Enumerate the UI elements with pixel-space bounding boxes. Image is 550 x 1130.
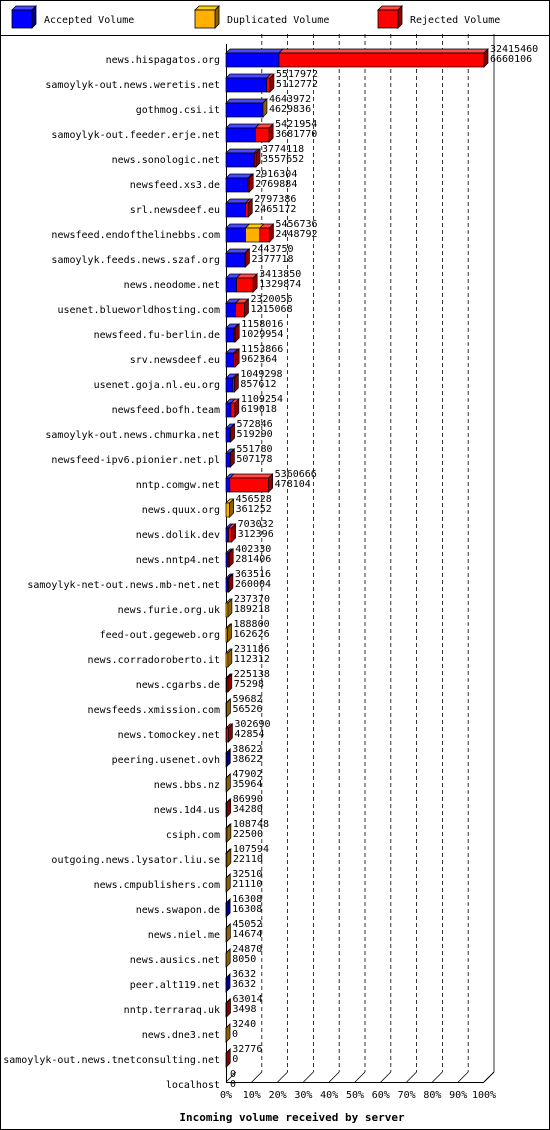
total-volume-label: 16308 bbox=[232, 894, 263, 905]
bar-front-face bbox=[226, 103, 263, 117]
accepted-volume-label: 75298 bbox=[233, 679, 264, 690]
server-label: news.neodome.net bbox=[123, 280, 220, 291]
server-label: news.dolik.dev bbox=[135, 530, 220, 541]
accepted-volume-label: 2769884 bbox=[255, 179, 298, 190]
accepted-volume-label: 16308 bbox=[232, 904, 263, 915]
accepted-volume-label: 312396 bbox=[237, 529, 274, 540]
server-label: usenet.goja.nl.eu.org bbox=[93, 380, 220, 391]
bar-segment-accepted bbox=[226, 99, 267, 117]
total-volume-label: 32776 bbox=[232, 1044, 263, 1055]
accepted-volume-label: 56526 bbox=[232, 704, 263, 715]
accepted-volume-label: 507178 bbox=[236, 454, 273, 465]
bar-front-face bbox=[226, 78, 267, 92]
server-label: news.tomockey.net bbox=[117, 730, 220, 741]
total-volume-label: 456528 bbox=[235, 494, 272, 505]
server-label: samoylyk-out.news.tnetconsulting.net bbox=[3, 1055, 220, 1066]
bar-front-face bbox=[226, 153, 254, 167]
total-volume-label: 24870 bbox=[232, 944, 263, 955]
server-label: news.1d4.us bbox=[153, 805, 220, 816]
accepted-volume-label: 1329874 bbox=[259, 279, 302, 290]
total-volume-label: 225138 bbox=[233, 669, 270, 680]
total-volume-label: 2320056 bbox=[250, 294, 293, 305]
server-label: newsfeed.bofh.team bbox=[111, 405, 220, 416]
server-label: news.swapon.de bbox=[135, 905, 220, 916]
total-volume-label: 32510 bbox=[232, 869, 263, 880]
total-volume-label: 188800 bbox=[233, 619, 270, 630]
total-volume-label: 2916304 bbox=[255, 169, 298, 180]
bar-front-face bbox=[279, 53, 484, 67]
total-volume-label: 3632 bbox=[232, 969, 257, 980]
server-label: news.quux.org bbox=[141, 505, 220, 516]
x-tick-label: 10% bbox=[242, 1090, 261, 1101]
server-label: news.bbs.nz bbox=[153, 780, 220, 791]
bar-front-face bbox=[226, 178, 248, 192]
bar-front-face bbox=[226, 528, 228, 542]
total-volume-label: 4643972 bbox=[268, 94, 312, 105]
x-tick-label: 40% bbox=[320, 1090, 339, 1101]
server-label: nntp.terraraq.uk bbox=[123, 1005, 220, 1016]
bar-front-face bbox=[226, 303, 236, 317]
bar-segment-accepted bbox=[226, 149, 258, 167]
legend-swatch bbox=[195, 10, 215, 28]
total-volume-label: 107594 bbox=[232, 844, 269, 855]
server-label: news.niel.me bbox=[147, 930, 220, 941]
bar-top-face bbox=[226, 74, 271, 78]
server-label: samoylyk.feeds.news.szaf.org bbox=[51, 255, 220, 266]
bar-front-face bbox=[230, 478, 269, 492]
bar-segment-accepted bbox=[226, 49, 283, 67]
server-label: srl.newsdeef.eu bbox=[129, 205, 220, 216]
bar-front-face bbox=[231, 403, 235, 417]
accepted-volume-label: 3681770 bbox=[275, 129, 318, 140]
total-volume-label: 5421954 bbox=[275, 119, 318, 130]
bar-front-face bbox=[226, 403, 231, 417]
legend-swatch-side bbox=[398, 6, 402, 28]
x-tick-label: 60% bbox=[371, 1090, 390, 1101]
bar-top-face bbox=[226, 99, 267, 103]
server-label: news.furie.org.uk bbox=[117, 605, 220, 616]
total-volume-label: 108748 bbox=[232, 819, 269, 830]
accepted-volume-label: 2465172 bbox=[254, 204, 297, 215]
bar-segment-rejected bbox=[230, 474, 273, 492]
accepted-volume-label: 962364 bbox=[241, 354, 278, 365]
accepted-volume-label: 0 bbox=[230, 1079, 237, 1090]
bar-front-face bbox=[246, 203, 249, 217]
legend-label: Duplicated Volume bbox=[227, 15, 330, 26]
accepted-volume-label: 1029954 bbox=[241, 329, 284, 340]
accepted-volume-label: 4629836 bbox=[268, 104, 312, 115]
accepted-volume-label: 3498 bbox=[232, 1004, 257, 1015]
accepted-volume-label: 21110 bbox=[232, 879, 263, 890]
bar-front-face bbox=[226, 53, 279, 67]
x-tick-label: 70% bbox=[397, 1090, 416, 1101]
total-volume-label: 363516 bbox=[234, 569, 272, 580]
server-label: localhost bbox=[165, 1080, 220, 1091]
server-label: nntp.comgw.net bbox=[135, 480, 220, 491]
total-volume-label: 1049298 bbox=[240, 369, 283, 380]
x-tick-label: 30% bbox=[294, 1090, 313, 1101]
accepted-volume-label: 162626 bbox=[233, 629, 270, 640]
total-volume-label: 703032 bbox=[237, 519, 274, 530]
bar-front-face bbox=[226, 378, 233, 392]
legend-swatch-side bbox=[32, 6, 36, 28]
total-volume-label: 2797386 bbox=[254, 194, 297, 205]
total-volume-label: 231186 bbox=[233, 644, 270, 655]
bar-top-face bbox=[226, 149, 258, 153]
bar-front-face bbox=[237, 278, 254, 292]
x-tick-label: 20% bbox=[268, 1090, 287, 1101]
server-label: gothmog.csi.it bbox=[135, 105, 220, 116]
chart-title: Incoming volume received by server bbox=[179, 1111, 405, 1124]
total-volume-label: 5456736 bbox=[275, 219, 318, 230]
accepted-volume-label: 3557652 bbox=[262, 154, 305, 165]
bar-segment-rejected bbox=[279, 49, 488, 67]
server-label: samoylyk-net-out.news.mb-net.net bbox=[27, 580, 220, 591]
server-label: samoylyk-out.news.weretis.net bbox=[45, 80, 220, 91]
server-label: newsfeed.endofthelinebbs.com bbox=[51, 230, 220, 241]
accepted-volume-label: 2448792 bbox=[275, 229, 318, 240]
total-volume-label: 47902 bbox=[232, 769, 263, 780]
bar-front-face bbox=[226, 503, 230, 517]
accepted-volume-label: 478104 bbox=[274, 479, 311, 490]
bar-top-face bbox=[230, 474, 273, 478]
bar-front-face bbox=[228, 528, 231, 542]
total-volume-label: 32415460 bbox=[490, 44, 539, 55]
total-volume-label: 1153866 bbox=[241, 344, 284, 355]
bar-front-face bbox=[267, 78, 270, 92]
bar-front-face bbox=[255, 128, 269, 142]
accepted-volume-label: 857612 bbox=[240, 379, 277, 390]
server-label: csiph.com bbox=[165, 830, 220, 841]
bar-top-face bbox=[226, 174, 252, 178]
bar-top-face bbox=[279, 49, 488, 53]
total-volume-label: 551780 bbox=[236, 444, 273, 455]
total-volume-label: 63014 bbox=[232, 994, 263, 1005]
bar-front-face bbox=[226, 478, 230, 492]
server-label: news.nntp4.net bbox=[135, 555, 220, 566]
total-volume-label: 3413850 bbox=[259, 269, 302, 280]
total-volume-label: 1158016 bbox=[241, 319, 284, 330]
bar-front-face bbox=[226, 278, 237, 292]
x-tick-label: 90% bbox=[449, 1090, 468, 1101]
accepted-volume-label: 22110 bbox=[232, 854, 263, 865]
accepted-volume-label: 619018 bbox=[240, 404, 277, 415]
accepted-volume-label: 260004 bbox=[234, 579, 272, 590]
accepted-volume-label: 22500 bbox=[232, 829, 263, 840]
server-label: news.hispagatos.org bbox=[105, 55, 220, 66]
bar-front-face bbox=[236, 303, 245, 317]
bar-segment-accepted bbox=[226, 124, 259, 142]
x-tick-label: 80% bbox=[423, 1090, 442, 1101]
legend-swatch bbox=[12, 10, 32, 28]
bar-top-face bbox=[226, 49, 283, 53]
server-label: peering.usenet.ovh bbox=[111, 755, 220, 766]
server-label: newsfeed.xs3.de bbox=[129, 180, 220, 191]
legend-label: Accepted Volume bbox=[44, 15, 135, 26]
server-label: samoylyk-out.feeder.erje.net bbox=[51, 130, 220, 141]
x-tick-label: 50% bbox=[345, 1090, 365, 1101]
accepted-volume-label: 42854 bbox=[234, 729, 265, 740]
bar-front-face bbox=[226, 328, 234, 342]
total-volume-label: 0 bbox=[230, 1069, 237, 1080]
bar-front-face bbox=[260, 228, 270, 242]
total-volume-label: 3774118 bbox=[262, 144, 305, 155]
total-volume-label: 3240 bbox=[232, 1019, 257, 1030]
accepted-volume-label: 1215068 bbox=[250, 304, 293, 315]
legend-swatch-side bbox=[215, 6, 219, 28]
accepted-volume-label: 519290 bbox=[236, 429, 273, 440]
bar-front-face bbox=[226, 453, 230, 467]
accepted-volume-label: 112312 bbox=[233, 654, 270, 665]
bar-front-face bbox=[226, 203, 246, 217]
server-label: news.cgarbs.de bbox=[135, 680, 220, 691]
accepted-volume-label: 5112772 bbox=[275, 79, 319, 90]
accepted-volume-label: 3632 bbox=[232, 979, 257, 990]
total-volume-label: 302690 bbox=[234, 719, 271, 730]
accepted-volume-label: 361252 bbox=[235, 504, 272, 515]
x-tick-label: 0% bbox=[219, 1090, 233, 1101]
server-label: newsfeed.fu-berlin.de bbox=[93, 330, 220, 341]
server-label: news.dne3.net bbox=[141, 1030, 220, 1041]
bar-top-face bbox=[226, 124, 259, 128]
total-volume-label: 45052 bbox=[232, 919, 263, 930]
server-label: outgoing.news.lysator.liu.se bbox=[51, 855, 220, 866]
total-volume-label: 1109254 bbox=[240, 394, 283, 405]
accepted-volume-label: 38622 bbox=[232, 754, 263, 765]
total-volume-label: 5360666 bbox=[274, 469, 317, 480]
server-label: news.cmpublishers.com bbox=[93, 880, 220, 891]
accepted-volume-label: 8050 bbox=[232, 954, 257, 965]
x-tick-label: 100% bbox=[471, 1090, 497, 1101]
server-label: srv.newsdeef.eu bbox=[129, 355, 220, 366]
bar-front-face bbox=[226, 228, 245, 242]
bar-front-face bbox=[226, 128, 255, 142]
server-label: news.ausics.net bbox=[129, 955, 220, 966]
bar-front-face bbox=[226, 353, 234, 367]
accepted-volume-label: 35964 bbox=[232, 779, 263, 790]
server-label: news.sonologic.net bbox=[111, 155, 220, 166]
accepted-volume-label: 6660106 bbox=[490, 54, 533, 65]
bar-front-face bbox=[226, 253, 245, 267]
server-label: feed-out.gegeweb.org bbox=[99, 630, 220, 641]
server-label: newsfeeds.xmission.com bbox=[87, 705, 220, 716]
total-volume-label: 402330 bbox=[235, 544, 272, 555]
server-label: samoylyk-out.news.chmurka.net bbox=[45, 430, 220, 441]
legend-swatch bbox=[378, 10, 398, 28]
accepted-volume-label: 281406 bbox=[235, 554, 272, 565]
accepted-volume-label: 2377718 bbox=[251, 254, 294, 265]
total-volume-label: 572846 bbox=[236, 419, 273, 430]
accepted-volume-label: 189218 bbox=[233, 604, 271, 615]
total-volume-label: 86990 bbox=[232, 794, 263, 805]
total-volume-label: 38622 bbox=[232, 744, 263, 755]
total-volume-label: 2443750 bbox=[251, 244, 294, 255]
server-label: peer.alt119.net bbox=[129, 980, 220, 991]
bar-front-face bbox=[245, 228, 259, 242]
bar-front-face bbox=[226, 428, 230, 442]
accepted-volume-label: 14674 bbox=[232, 929, 263, 940]
accepted-volume-label: 0 bbox=[232, 1054, 239, 1065]
server-label: news.corradoroberto.it bbox=[87, 655, 220, 666]
server-label: usenet.blueworldhosting.com bbox=[57, 305, 220, 316]
accepted-volume-label: 34280 bbox=[232, 804, 263, 815]
total-volume-label: 59682 bbox=[232, 694, 263, 705]
accepted-volume-label: 0 bbox=[232, 1029, 239, 1040]
total-volume-label: 5517972 bbox=[275, 69, 319, 80]
server-label: newsfeed-ipv6.pionier.net.pl bbox=[51, 455, 220, 466]
bar-segment-accepted bbox=[226, 74, 271, 92]
legend-label: Rejected Volume bbox=[410, 15, 501, 26]
total-volume-label: 237370 bbox=[233, 594, 271, 605]
